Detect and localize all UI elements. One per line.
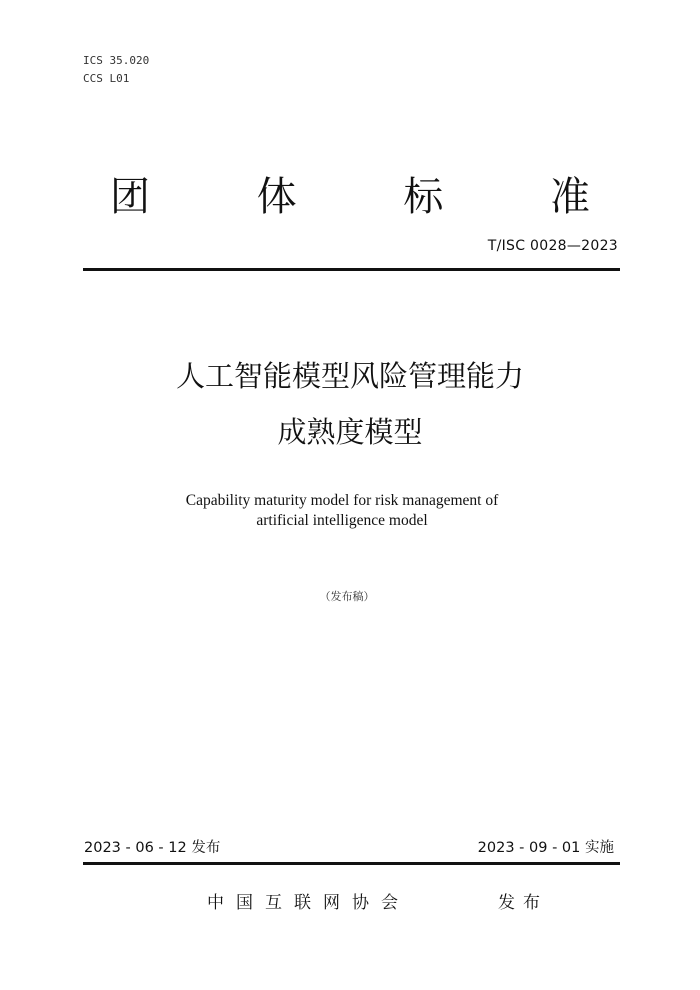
standard-number: T/ISC 0028—2023 <box>487 238 618 254</box>
standard-type-char: 标 <box>403 174 444 220</box>
standard-type-char: 团 <box>110 174 150 220</box>
header-divider <box>83 268 620 271</box>
english-title-line-2: artificial intelligence model <box>256 512 428 529</box>
draft-status-note: （发布稿） <box>319 590 375 603</box>
chinese-title-line-1: 人工智能模型风险管理能力 <box>175 359 524 393</box>
english-title-line-1: Capability maturity model for risk management of <box>185 492 499 509</box>
publisher-name: 中国互联网协会 <box>207 893 410 913</box>
ccs-code: CCS L01 <box>83 72 130 85</box>
standard-type-char: 体 <box>256 174 297 220</box>
standard-type-heading <box>110 172 590 222</box>
chinese-title-line-2: 成熟度模型 <box>277 415 423 449</box>
footer-divider <box>83 862 620 865</box>
publish-date: 2023 - 06 - 12 发布 <box>84 840 221 856</box>
ics-code: ICS 35.020 <box>83 54 150 67</box>
publisher-action: 发布 <box>498 893 548 913</box>
standard-type-char: 准 <box>549 174 590 220</box>
implementation-date: 2023 - 09 - 01 实施 <box>477 840 614 856</box>
